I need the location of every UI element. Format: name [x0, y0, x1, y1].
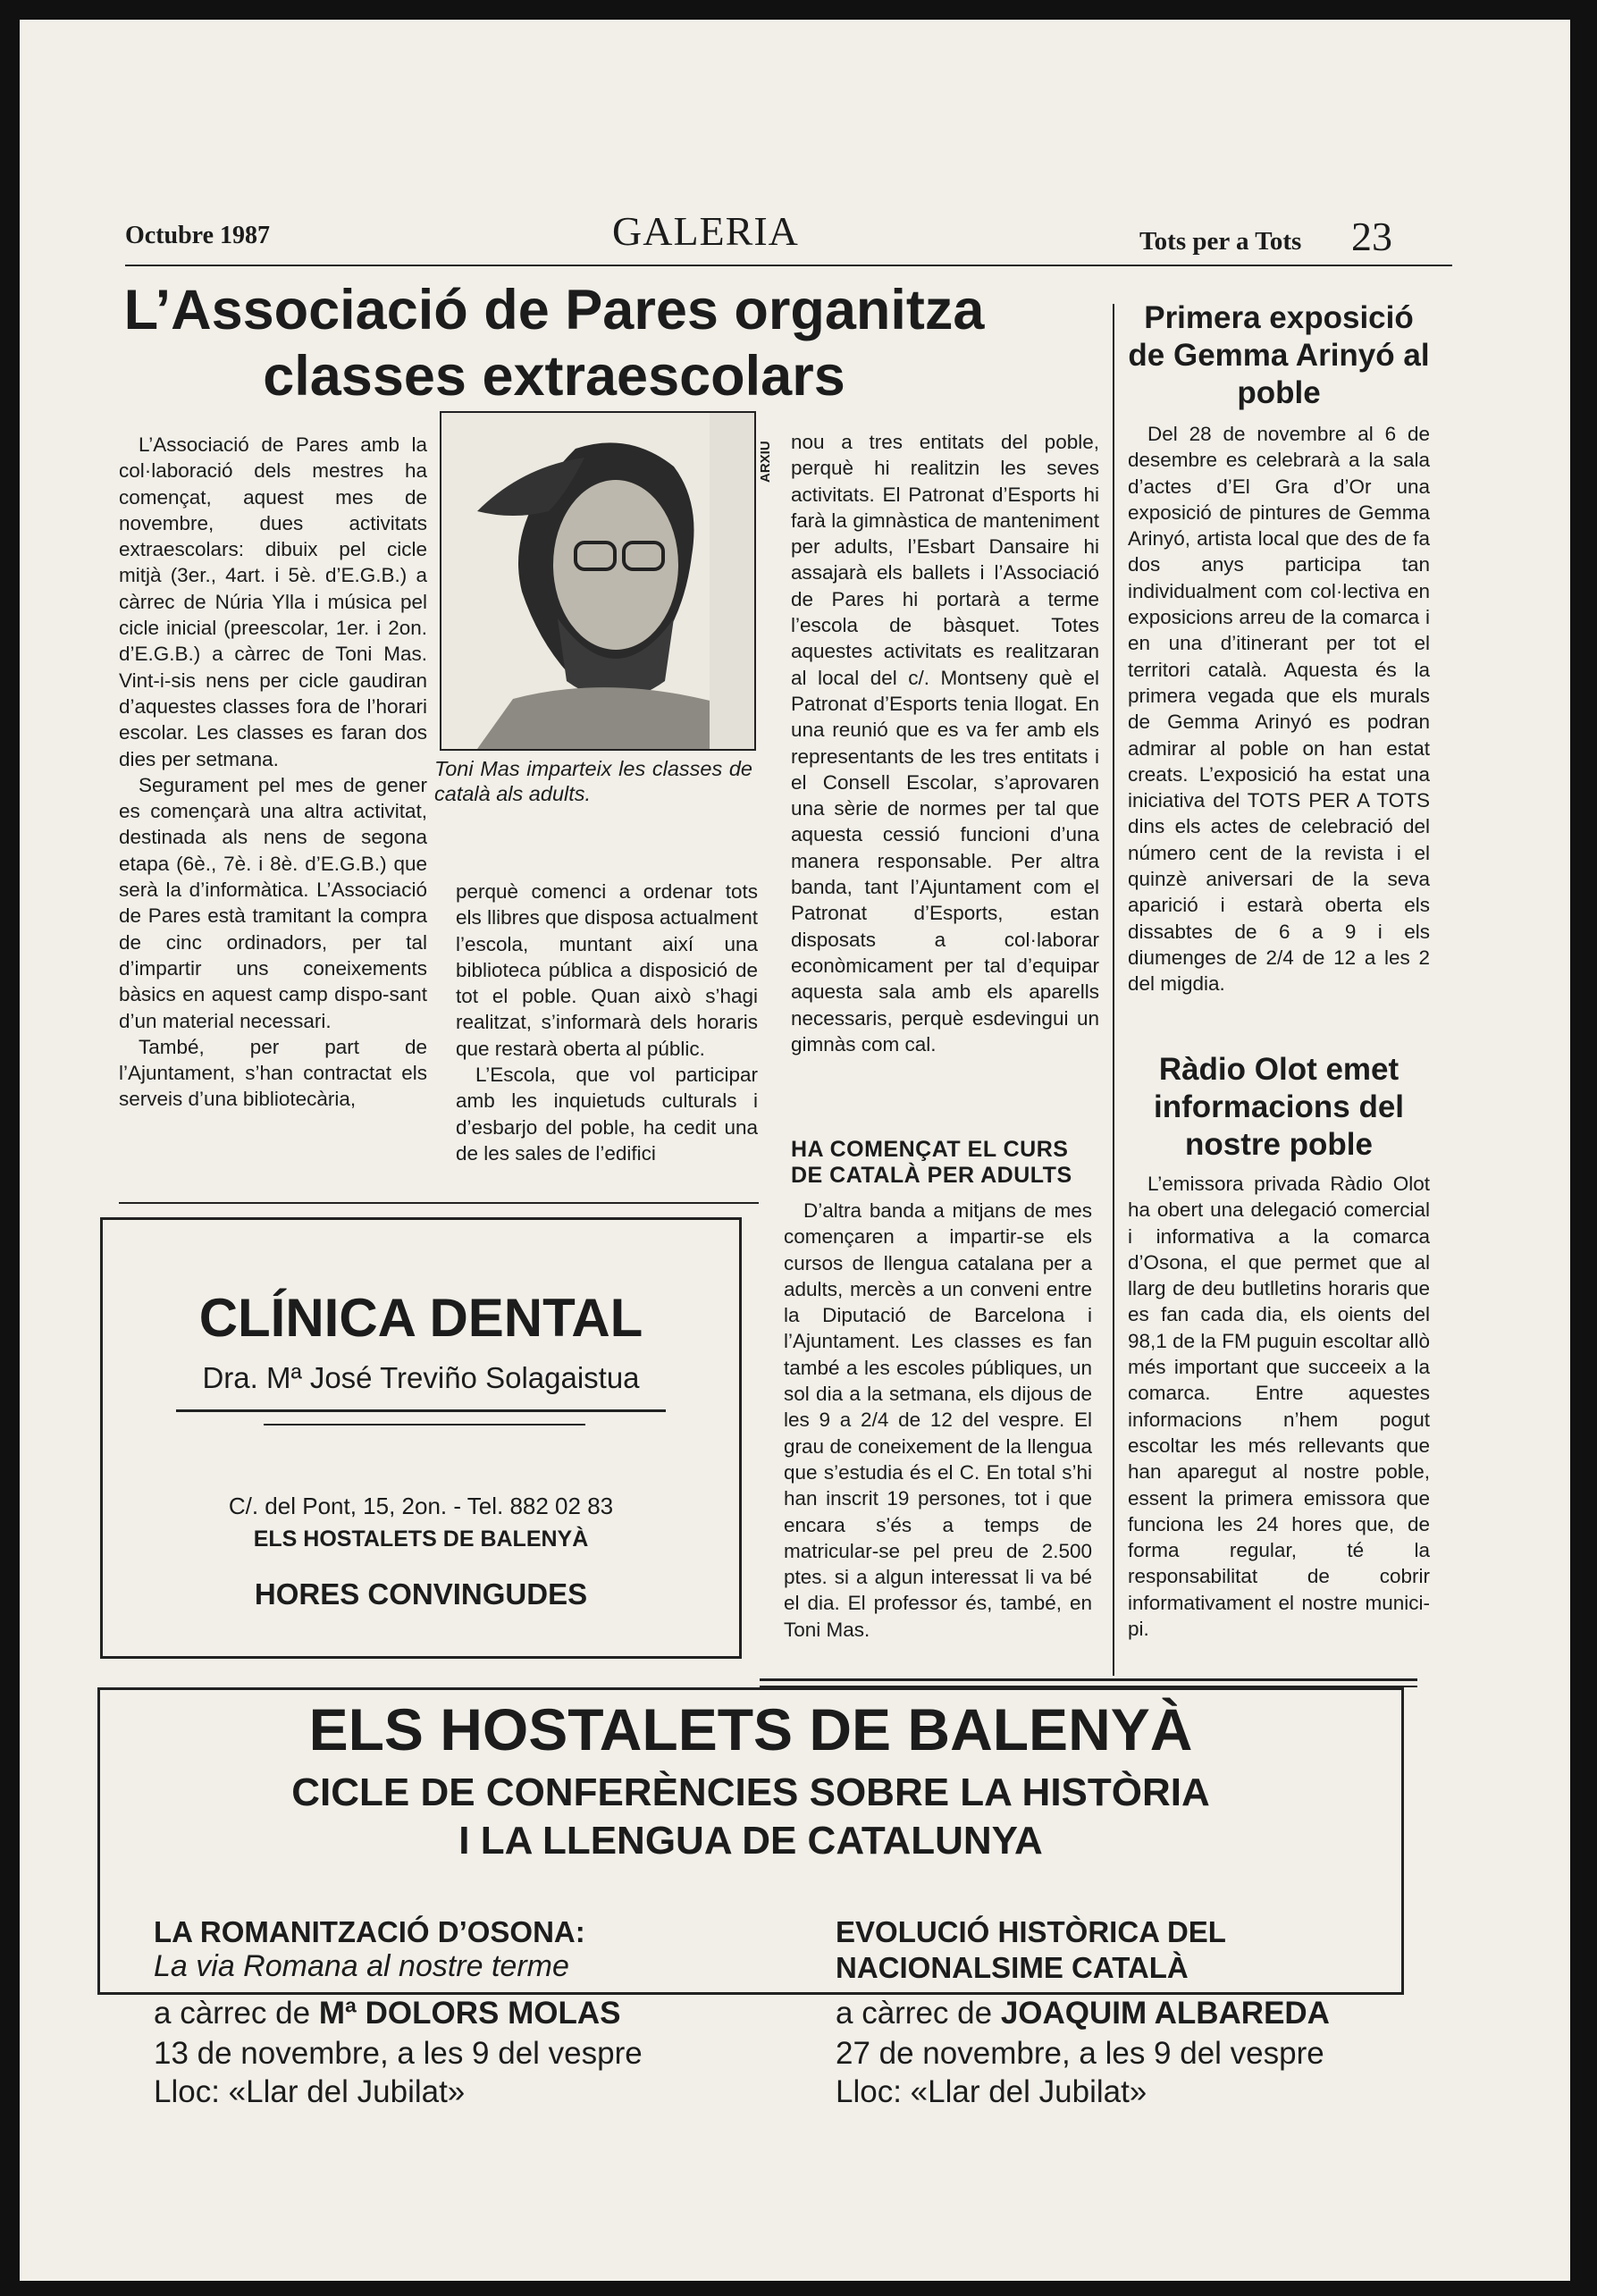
article-column-3b — [784, 1198, 1092, 1643]
clinic-address: C/. del Pont, 15, 2on. - Tel. 882 02 83 — [228, 1493, 614, 1519]
article-column-3 — [791, 429, 1099, 1057]
sidebar-body-2 — [1128, 1171, 1430, 1642]
conferences-ad — [97, 1687, 1404, 2109]
conf-title: ELS HOSTALETS DE BALENYÀ — [308, 1696, 1193, 1762]
portrait-image — [441, 413, 754, 749]
clinic-town: ELS HOSTALETS DE BALENYÀ — [253, 1526, 589, 1552]
paragraph: Segurament pel mes de gener es començarà una altra activitat, destinada als nens de segona etapa (6è., 7è. i 8è. d’E.G.B.) que serà la d’informàtica. L’Associació de Pares està tramitant la compra de cinc ordinadors, per tal d’impartir uns coneixements bàsics en aquest camp dispo-sant d’un material necessari. — [119, 773, 427, 1032]
column-rule — [119, 1202, 759, 1204]
page-number: 23 — [1351, 214, 1392, 259]
conf-right-topic-2: NACIONALSIME CATALÀ — [836, 1951, 1189, 1984]
photo-caption: Toni Mas imparteix les classes de català als adults. — [434, 757, 752, 805]
clinic-hours: HORES CONVINGUDES — [254, 1577, 588, 1611]
speaker-name: Mª DOLORS MOLAS — [318, 1996, 621, 2031]
section-subhead: HA COMENÇAT EL CURS DE CATALÀ PER ADULTS — [791, 1137, 1072, 1188]
conf-right-date: 27 de novembre, a les 9 del vespre — [836, 2036, 1324, 2071]
speaker-prefix: a càrrec de — [836, 1996, 1001, 2031]
clinic-rule — [176, 1409, 666, 1412]
photo-credit: ARXIU — [758, 441, 773, 483]
paragraph: perquè comenci a ordenar tots els llibres que disposa actualment l’escola, muntant així una biblioteca pública a disposició de tot el poble. Quan això s’hagi realitzat, s’informarà dels horaris que restarà oberta al públic. — [456, 880, 758, 1060]
section-name: Tots per a Tots — [1139, 227, 1302, 256]
clinic-doctor: Dra. Mª José Treviño Solagaistua — [202, 1361, 640, 1394]
header-rule — [125, 265, 1452, 266]
article-headline: L’Associació de Pares organitza classes extraescolars — [123, 279, 985, 408]
paragraph: nou a tres entitats del poble, perquè hi realitzin les seves activitats. El Patronat d’Esports hi farà la gimnàstica de manteniment per adults, l’Esbart Dansaire hi assajarà els ballets i l’Associació de Pares hi portarà a terme l’escola de bàsquet. Totes aquestes activitats es realitzaran al local del c/. Montseny què el Patronat d’Esports tenia llogat. En una reunió que es va fer amb els representants de les tres entitats i el Consell Escolar, s’aprovaren una sèrie de normes per tal que aquesta cessió funcioni d’una manera responsable. Per altra banda, tant l’Ajuntament com el Patronat d’Esports, estan disposats a col·laborar econòmicament per tal d’equipar aquesta sala amb els aparells necessaris, perquè esdevingui un gimnàs com cal. — [791, 431, 1099, 1055]
publication-name: GALERIA — [612, 208, 799, 254]
speaker-name: JOAQUIM ALBAREDA — [1000, 1996, 1330, 2031]
speaker-prefix: a càrrec de — [154, 1996, 319, 2031]
paragraph: L’emissora privada Ràdio Olot ha obert una delegació comercial i informativa a la comarca d’Osona, el que permet que al llarg de deu butlletins horaris que es fan cada dia, els oients del 98,1 de la FM puguin escoltar allò més important que succeeix a la comarca. Entre aquestes informacions n’hem pogut escoltar les més rellevants que han aparegut al nostre poble, essent la primera emissora que funciona les 24 hores que, de forma regular, té la responsabilitat de cobrir informativament el nostre munici-pi. — [1128, 1173, 1430, 1641]
dental-clinic-ad — [100, 1217, 742, 1659]
conf-left-speaker — [154, 1996, 620, 2031]
article-column-1 — [119, 432, 427, 1113]
sidebar-body-1 — [1128, 421, 1430, 997]
article-column-2 — [456, 879, 758, 1166]
conf-left-place: Lloc: «Llar del Jubilat» — [154, 2074, 466, 2109]
paragraph: L’Associació de Pares amb la col·laboració dels mestres ha començat, aquest mes de novembre, dues activitats extraescolars: dibuix pel cicle mitjà (3er., 4art. i 5è. d’E.G.B.) a càrrec de Núria Ylla i música pel cicle inicial (preescolar, 1er. i 2on. d’E.G.B.) a càrrec de Toni Mas. Vint-i-sis nens per cicle gaudiran d’aquestes classes fora de l’horari escolar. Les classes es faran dos dies per setmana. — [119, 433, 427, 770]
issue-date: Octubre 1987 — [125, 222, 271, 249]
paragraph: També, per part de l’Ajuntament, s’han contractat els serveis d’una bibliotecària, — [119, 1035, 427, 1111]
conf-subtitle-1: CICLE DE CONFERÈNCIES SOBRE LA HISTÒRIA — [291, 1770, 1210, 1814]
paragraph: L’Escola, que vol participar amb les inquietuds culturals i d’esbarjo del poble, ha cedit una de les sales de l’edifici — [456, 1064, 758, 1165]
conf-left-topic: LA ROMANITZACIÓ D’OSONA: — [154, 1915, 585, 1948]
sidebar-headline-1: Primera exposició de Gemma Arinyó al poble — [1128, 300, 1430, 410]
paragraph: Del 28 de novembre al 6 de desembre es celebrarà a la sala d’actes d’El Gra d’Or una exposició de pintures de Gemma Arinyó, artista local que des de fa dos anys participa tan individualment com col·lectiva en exposicions arreu de la comarca i en una d’itinerant per tot el territori català. Aquesta és la primera vegada que els murals de Gemma Arinyó es podran admirar al poble on han estat creats. L’exposició ha estat una iniciativa del TOTS PER A TOTS dins els actes de celebració del número cent de la revista i el quinzè aniversari de la seva aparició i estarà oberta els dissabtes de 6 a 9 i els diumenges de 2/4 de 12 a les 2 del migdia. — [1128, 423, 1430, 996]
conf-right-topic-1: EVOLUCIÓ HISTÒRICA DEL — [836, 1915, 1226, 1948]
conf-right-speaker — [836, 1996, 1330, 2031]
conf-left-subtopic: La via Romana al nostre terme — [154, 1949, 569, 1983]
sidebar-headline-2: Ràdio Olot emet informacions del nostre poble — [1153, 1052, 1405, 1162]
paragraph: D’altra banda a mitjans de mes començaren a impartir-se els cursos de llengua catalana per a adults, mercès a un conveni entre la Diputació de Barcelona i l’Ajuntament. Les classes es fan també a les escoles públiques, un sol dia a la setmana, els dijous de les 9 a 2/4 de 12 del vespre. El grau de coneixement de la llengua que s’estudia és el C. En total s’hi han inscrit 19 persones, tot i que encara s’és a temps de matricular-se pel preu de 2.500 ptes. si a algun interessat li va bé el dia. El professor és, també, en Toni Mas. — [784, 1199, 1092, 1641]
clinic-title: CLÍNICA DENTAL — [198, 1288, 643, 1348]
conf-left-date: 13 de novembre, a les 9 del vespre — [154, 2036, 643, 2071]
article-photo — [440, 411, 756, 751]
conf-right-place: Lloc: «Llar del Jubilat» — [836, 2074, 1147, 2109]
ad-rule — [760, 1678, 1417, 1681]
sidebar-divider — [1113, 304, 1114, 1676]
conf-subtitle-2: I LA LLENGUA DE CATALUNYA — [458, 1819, 1043, 1863]
clinic-rule-short — [264, 1424, 585, 1426]
